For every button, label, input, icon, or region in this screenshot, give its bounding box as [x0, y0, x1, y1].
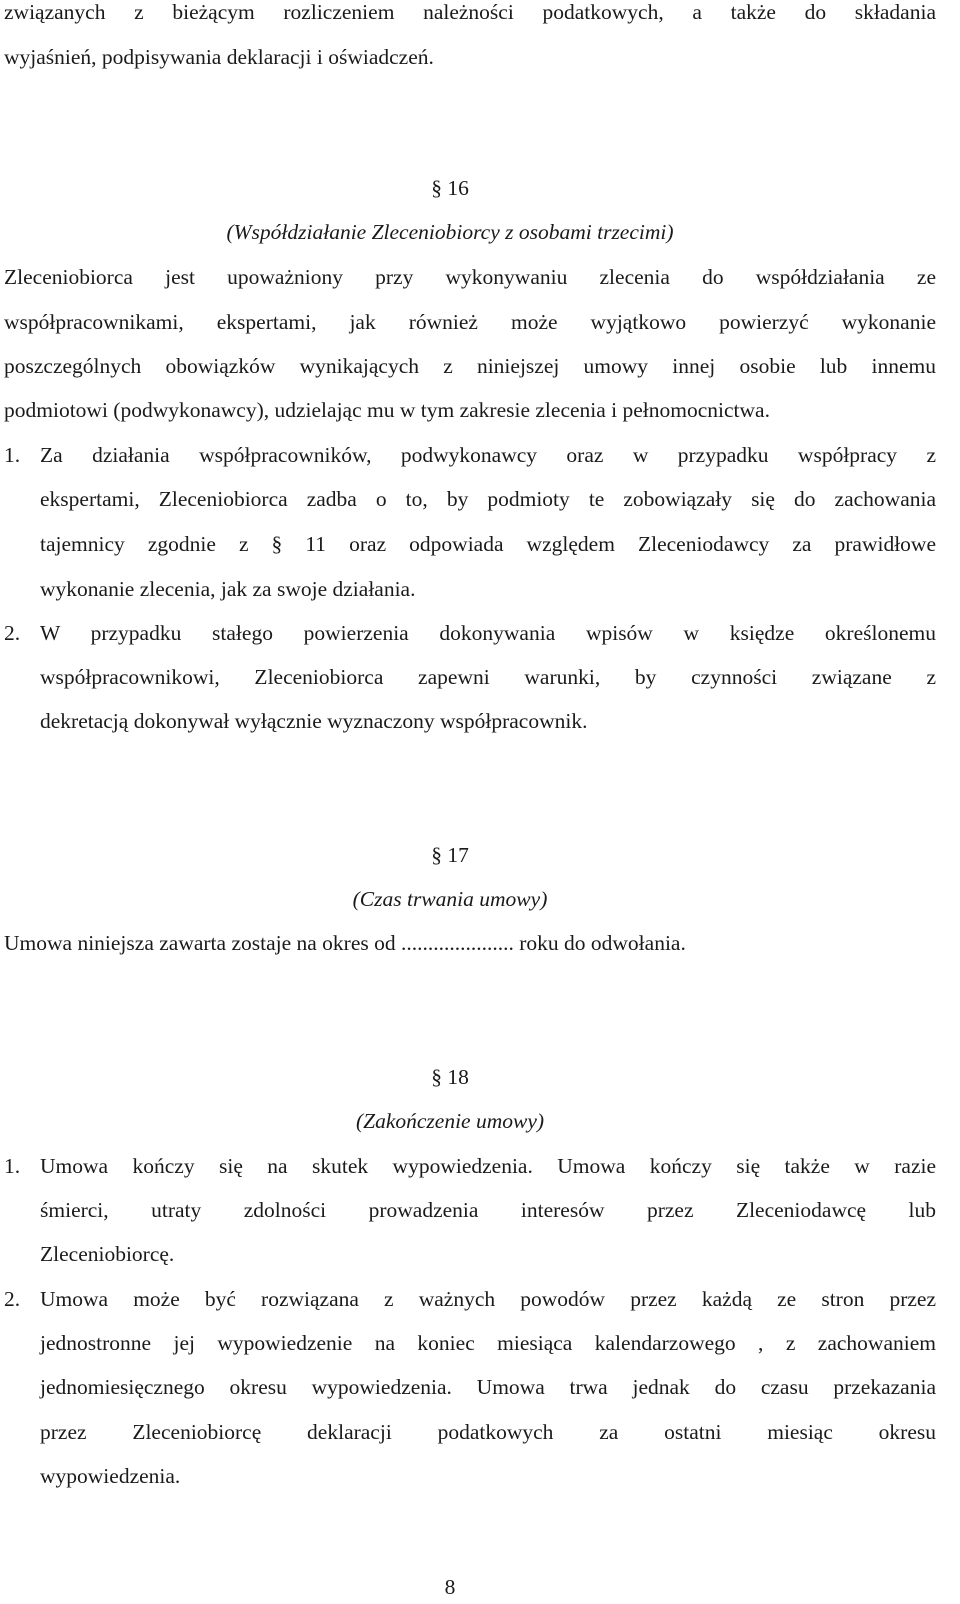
section-16-item-2-number: 2. — [4, 621, 21, 645]
section-16-item-1-line-2: ekspertami, Zleceniobiorca zadba o to, by podmioty te zobowiązały się do zachowania — [40, 487, 936, 511]
section-18-item-2-line-1: Umowa może być rozwiązana z ważnych powodów przez każdą ze stron przez — [40, 1287, 936, 1311]
section-16-item-1-line-1: Za działania współpracowników, podwykonawcy oraz w przypadku współpracy z — [40, 443, 936, 467]
section-16-title: (Współdziałanie Zleceniobiorcy z osobami trzecimi) — [226, 220, 674, 244]
section-18-item-2-number: 2. — [4, 1287, 21, 1311]
section-16-para-line-3: poszczególnych obowiązków wynikających z niniejszej umowy innej osobie lub innemu — [4, 354, 936, 378]
section-17-number: § 17 — [431, 843, 469, 867]
section-16-para-line-1: Zleceniobiorca jest upoważniony przy wykonywaniu zlecenia do współdziałania ze — [4, 265, 936, 289]
intro-line-2: wyjaśnień, podpisywania deklaracji i oświadczeń. — [4, 45, 434, 69]
page-number: 8 — [444, 1575, 456, 1599]
section-18-item-1-line-2: śmierci, utraty zdolności prowadzenia interesów przez Zleceniodawcę lub — [40, 1198, 936, 1222]
section-16-item-2-line-2: współpracownikowi, Zleceniobiorca zapewni warunki, by czynności związane z — [40, 665, 936, 689]
section-16-para-line-4: podmiotowi (podwykonawcy), udzielając mu w tym zakresie zlecenia i pełnomocnictwa. — [4, 398, 770, 422]
section-18-number: § 18 — [431, 1065, 469, 1089]
section-16-para-line-2: współpracownikami, ekspertami, jak również może wyjątkowo powierzyć wykonanie — [4, 310, 936, 334]
section-18-title: (Zakończenie umowy) — [355, 1109, 545, 1133]
section-16-item-1-line-4: wykonanie zlecenia, jak za swoje działania. — [40, 577, 416, 601]
section-16-item-1-number: 1. — [4, 443, 21, 467]
section-18-item-2-line-5: wypowiedzenia. — [40, 1464, 181, 1488]
section-18-item-2-line-2: jednostronne jej wypowiedzenie na koniec miesiąca kalendarzowego , z zachowaniem — [40, 1331, 936, 1355]
intro-line-1: związanych z bieżącym rozliczeniem należności podatkowych, a także do składania — [4, 0, 936, 24]
section-18-item-2-line-4: przez Zleceniobiorcę deklaracji podatkowych za ostatni miesiąc okresu — [40, 1420, 936, 1444]
section-17-title: (Czas trwania umowy) — [352, 887, 548, 911]
section-18-item-1-number: 1. — [4, 1154, 21, 1178]
section-16-item-2-line-3: dekretacją dokonywał wyłącznie wyznaczony współpracownik. — [40, 709, 588, 733]
section-18-item-2-line-3: jednomiesięcznego okresu wypowiedzenia. Umowa trwa jednak do czasu przekazania — [40, 1375, 936, 1399]
section-18-item-1-line-3: Zleceniobiorcę. — [40, 1242, 175, 1266]
section-17-text: Umowa niniejsza zawarta zostaje na okres od ..................... roku do odwołania. — [4, 931, 686, 955]
section-16-item-1-line-3: tajemnicy zgodnie z § 11 oraz odpowiada względem Zleceniodawcy za prawidłowe — [40, 532, 936, 556]
section-18-item-1-line-1: Umowa kończy się na skutek wypowiedzenia. Umowa kończy się także w razie — [40, 1154, 936, 1178]
section-16-number: § 16 — [431, 176, 469, 200]
section-16-item-2-line-1: W przypadku stałego powierzenia dokonywania wpisów w księdze określonemu — [40, 621, 936, 645]
